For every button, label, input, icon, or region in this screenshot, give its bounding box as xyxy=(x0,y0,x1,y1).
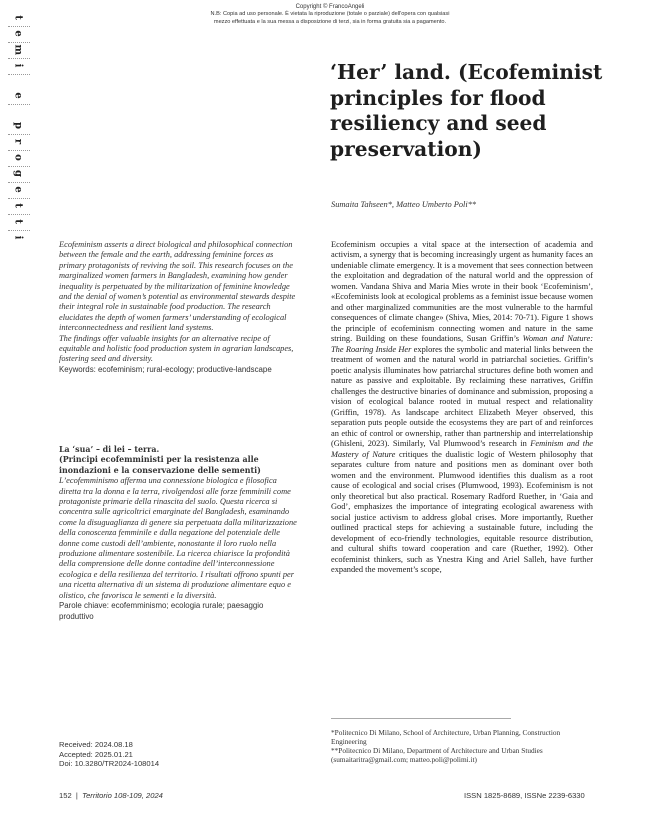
book-title-griffin: Woman and Nature: The Roaring Inside Her xyxy=(331,334,593,354)
sidebar-dotted-divider xyxy=(8,182,30,183)
article-meta xyxy=(59,740,159,769)
sidebar-letter: e xyxy=(12,186,24,193)
abstract-paragraph-1: Ecofeminism asserts a direct biological and philosophical connection between the female and the earth, addressing feminine forces as primary protagonists of reviving the soil. This research focuses on the marginalized women farmers in Bangladesh, examining how gender inequality is perpetuated by the militarization of feminine knowledge and the denial of women’s potential as environmental stewards despite their integral role in sustainable food production. The research elucidates the depth of women farmers’ understanding of ecological interconnectedness and resilient land systems. xyxy=(59,240,296,333)
italian-title: La ‘sua’ – di lei – terra. xyxy=(59,445,160,454)
abstract-keywords: Keywords: ecofeminism; rural-ecology; productive-landscape xyxy=(59,364,272,374)
received-date: Received: 2024.08.18 xyxy=(59,740,133,749)
page-footer-left xyxy=(59,791,163,800)
sidebar-dotted-divider xyxy=(8,166,30,167)
journal-issue: Territorio 108-109, 2024 xyxy=(82,791,163,800)
abstract-english xyxy=(59,240,299,375)
footnotes xyxy=(331,728,597,764)
doi: Doi: 10.3280/TR2024-108014 xyxy=(59,759,160,769)
sidebar-letter: o xyxy=(12,154,24,161)
sidebar-letter: e xyxy=(12,92,24,99)
sidebar-letter: p xyxy=(12,122,24,129)
sidebar-letter: t xyxy=(12,219,24,224)
footnote-divider xyxy=(331,718,511,719)
italian-abstract-text: L’ecofemminismo afferma una connessione biologica e filosofica diretta tra la donna e la terra, rivolgendosi alle forze femminili come protagoniste primarie della rinascita del suolo. Questa ricerca si concentra sulle agricoltrici emarginate del Bangladesh, esaminando come la disuguaglianza di genere sia perpetuata dalla militarizzazione della conoscenza femminile e dalla negazione del potenziale delle donne come custodi dell’ambiente, nonostante il loro ruolo nella produzione alimentare sostenibile. La ricerca chiarisce la profondità della comprensione delle donne contadine dell’interconnessione ecologica e della resilienza del territorio. I risultati offrono spunti per una ricetta alternativa di un sistema di produzione alimentare equo e olistico, che favorisca le sementi e la diversità. xyxy=(59,476,297,600)
sidebar-dotted-divider xyxy=(8,198,30,199)
italian-keywords: Parole chiave: ecofemminismo; ecologia rurale; paesaggio produttivo xyxy=(59,601,264,621)
sidebar-dotted-divider xyxy=(8,26,30,27)
article-title: ‘Her’ land. (Ecofeminist principles for flood resiliency and seed preservation) xyxy=(330,60,603,161)
copyright-line: Copyright © FrancoAngeli xyxy=(295,4,365,10)
italian-subtitle: (Principi ecofemministi per la resistenza alle inondazioni e la conservazione delle sementi) xyxy=(59,455,261,475)
book-title-plumwood: Feminism and the Mastery of Nature xyxy=(331,439,594,459)
sidebar-letter: i xyxy=(12,235,24,240)
sidebar-dotted-divider xyxy=(8,214,30,215)
accepted-date: Accepted: 2025.01.21 xyxy=(59,749,133,759)
sidebar-letter: t xyxy=(12,15,24,20)
sidebar-dotted-divider xyxy=(8,150,30,151)
notice-line-2: mezzo effettuata e la sua messa a disposizione di terzi, sia in forma gratuita sia a pagamento. xyxy=(213,18,447,25)
section-sidebar xyxy=(2,15,32,240)
sidebar-dotted-divider xyxy=(8,134,30,135)
copyright-notice xyxy=(150,4,510,26)
body-paragraph xyxy=(331,240,593,576)
footer-separator: | xyxy=(75,791,78,800)
sidebar-letter: r xyxy=(12,138,24,145)
footnote-2: **Politecnico Di Milano, Department of Architecture and Urban Studies (sumaitaritra@gmail.com; matteo.poli@polimi.it) xyxy=(331,746,543,765)
sidebar-letter: e xyxy=(12,30,24,37)
page-number: 152 xyxy=(59,791,72,800)
sidebar-dotted-divider xyxy=(8,58,30,59)
sidebar-dotted-divider xyxy=(8,42,30,43)
abstract-paragraph-2: The findings offer valuable insights for an alternative recipe of equitable and holistic food production system in agrarian landscapes, fostering seed and diversity. xyxy=(59,333,294,364)
sidebar-letter: m xyxy=(12,44,24,56)
body-text-2: explores the symbolic and material links between the treatment of women and the natural world in patriarchal societies. Griffin’s poetic analysis illuminates how patriarchal structures define both women and nature as passive and exploitable. By reclaiming these narratives, Griffin challenges the destructive binaries of dominance and submission, proposing a vision of ecological balance rooted in mutual respect and relationality (Griffin, 1978). As landscape architect Elizabeth Meyer observed, this separation puts people outside the ecosystems they are part of and reinforces an ethic of control or ownership, rather than partnership and interrelationship (Ghisleni, 2023). Similarly, Val Plumwood’s research in xyxy=(331,344,593,449)
footnote-1: *Politecnico Di Milano, School of Architecture, Urban Planning, Construction Engineering xyxy=(331,728,561,747)
abstract-italian xyxy=(59,445,299,622)
sidebar-letter: g xyxy=(12,170,24,177)
notice-line-1: N.B: Copia ad uso personale. È vietata la riproduzione (totale o parziale) dell'opera con qualsiasi xyxy=(210,11,450,18)
issn: ISSN 1825-8689, ISSNe 2239-6330 xyxy=(464,791,585,800)
sidebar-dotted-divider xyxy=(8,104,30,105)
article-authors: Sumaita Tahseen*, Matteo Umberto Poli** xyxy=(331,200,477,209)
body-text-1: Ecofeminism occupies a vital space at the intersection of academia and activism, a synergy that is becoming increasingly urgent as humanity faces an undeniable climate emergency. It is a movement that sees connection between the exploitation and degradation of the natural world and the oppression of women. Vandana Shiva and Maria Mies wrote in their book ‘Ecofeminism’, «Ecofeminists look at ecological problems as a feminist issue because women and other marginalized communities are the most vulnerable to the harmful consequences of climate change» (Shiva, Mies, 2014: 70-71). Figure 1 shows the principle of ecofeminism connecting women and nature in the same string. Building on these foundations, Susan Griffin’s xyxy=(331,240,593,344)
body-text-3: critiques the dualistic logic of Western philosophy that separates culture from nature and positions men as dominant over both women and the environment. Plumwood identifies this dualism as a root cause of ecological and social crises (Plumwood, 1993). Ecofeminism is not only theoretical but also practical. Rosemary Radford Ruether, in ‘Gaia and God’, emphasizes the importance of integrating ecological awareness with social justice activism to address global crises. More importantly, Ruether outlined practical steps for achieving a sustainable future, including the development of eco-friendly technologies, equitable resource distribution, and cultural shifts toward cooperation and care (Ruether, 1992). Other ecofeminist thinkers, such as Ynestra King and Ariel Salleh, have further expanded the movement’s scope, xyxy=(331,449,593,575)
sidebar-dotted-divider xyxy=(8,74,30,75)
sidebar-dotted-divider xyxy=(8,230,30,231)
sidebar-letter: i xyxy=(12,63,24,68)
sidebar-letter: t xyxy=(12,203,24,208)
